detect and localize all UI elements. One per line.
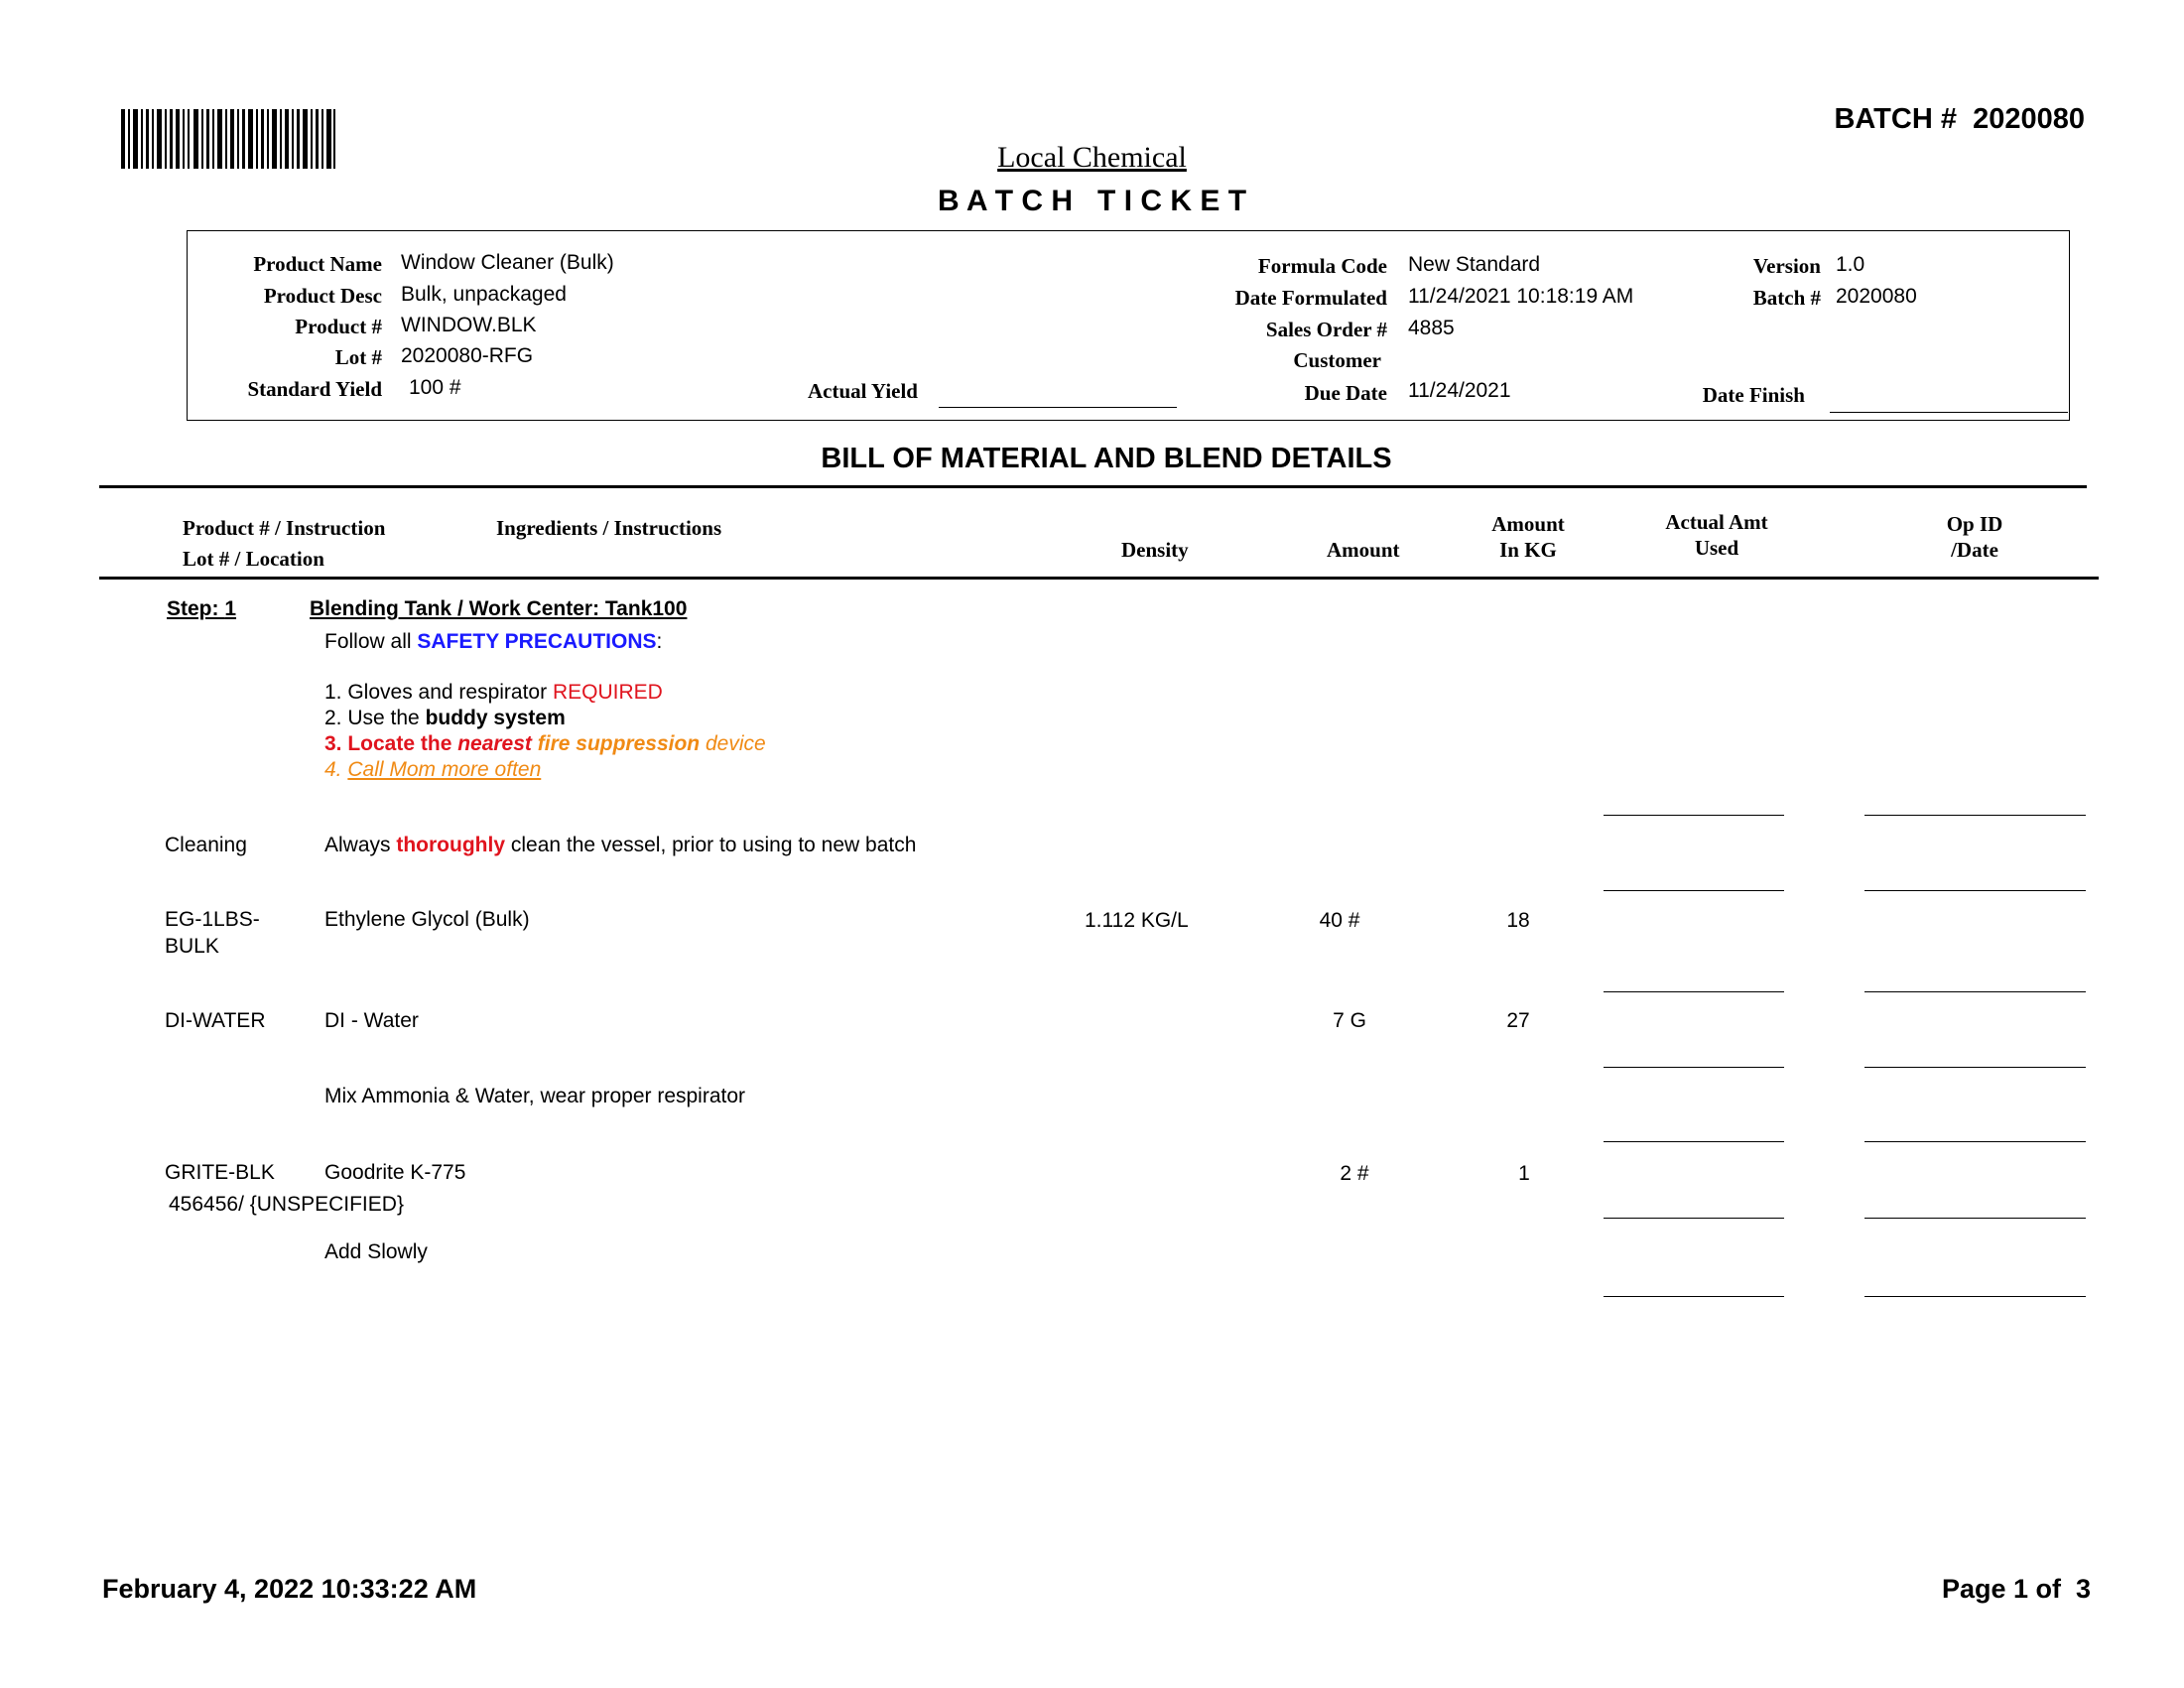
call-mom-link[interactable]: Call Mom more often [347,758,542,781]
col-amount-kg-line1: Amount [1491,512,1565,536]
safety-line-3-text: 3. Locate the [324,732,458,755]
col-lot-location: Lot # / Location [183,547,324,571]
grite-lot-location: 456456/ {UNSPECIFIED} [169,1193,404,1216]
cleaning-text-c: clean the vessel, prior to using to new batch [505,834,917,856]
product-desc-label: Product Desc [263,284,382,308]
date-formulated-label: Date Formulated [1234,286,1387,310]
opid-date-line[interactable] [1864,1141,2086,1142]
actual-yield-label: Actual Yield [807,379,918,403]
safety-line-3-fire: fire suppression [531,732,701,755]
standard-yield-value: 100 # [409,376,461,399]
actual-amt-line[interactable] [1604,815,1784,816]
bom-title: BILL OF MATERIAL AND BLEND DETAILS [821,443,1392,474]
safety-line-2 [324,707,566,730]
safety-line-2-emph: buddy system [425,707,566,729]
safety-line-4 [324,758,541,782]
col-density: Density [1121,538,1189,562]
safety-line-4-num: 4. [324,758,348,781]
formula-code-value: New Standard [1408,253,1541,276]
batch-value: 2020080 [1836,285,1917,308]
step-word: Step: [167,597,219,620]
batch-label: Batch # [1752,286,1821,310]
safety-intro-end: : [656,630,663,653]
opid-date-line[interactable] [1864,1067,2086,1068]
safety-line-1 [324,681,663,705]
product-number-label: Product # [295,315,382,338]
safety-intro [324,630,662,654]
sales-order-value: 4885 [1408,317,1455,339]
eg-amount-kg: 18 [1506,909,1530,932]
di-code: DI-WATER [165,1009,266,1032]
version-label: Version [1752,254,1821,278]
col-opid-line2: /Date [1951,538,1998,562]
formula-code-label: Formula Code [1257,254,1387,278]
safety-line-1-text: 1. Gloves and respirator [324,681,553,704]
actual-amt-line[interactable] [1604,1067,1784,1068]
sales-order-label: Sales Order # [1265,318,1387,341]
mix-instruction: Mix Ammonia & Water, wear proper respirator [324,1085,746,1107]
col-amount: Amount [1327,538,1400,562]
safety-line-3-nearest: nearest [457,732,532,755]
product-number-value: WINDOW.BLK [401,314,537,336]
bom-top-rule [99,485,2087,488]
lot-value: 2020080-RFG [401,344,534,367]
col-actual-line2: Used [1694,536,1739,560]
document-title: B A T C H T I C K E T [937,185,1247,217]
batch-number-heading [1834,103,2085,136]
due-date-label: Due Date [1304,381,1387,405]
safety-line-3-device: device [700,732,766,755]
safety-line-3 [324,732,766,756]
di-ingredient: DI - Water [324,1009,419,1032]
eg-ingredient: Ethylene Glycol (Bulk) [324,908,530,931]
col-amount-kg-line2: In KG [1499,538,1557,562]
opid-date-line[interactable] [1864,991,2086,992]
eg-density: 1.112 KG/L [1085,909,1189,932]
batch-heading-value: 2020080 [1973,103,2085,135]
print-timestamp: February 4, 2022 10:33:22 AM [102,1574,477,1604]
eg-code-line2: BULK [165,935,219,958]
col-actual-line1: Actual Amt [1665,510,1768,534]
opid-date-line[interactable] [1864,890,2086,891]
opid-date-line[interactable] [1864,1296,2086,1297]
step-label [167,597,236,621]
eg-amount: 40 # [1319,909,1360,932]
grite-amount-kg: 1 [1518,1162,1530,1185]
date-finish-line [1830,412,2068,413]
grite-ingredient: Goodrite K-775 [324,1161,466,1184]
eg-code-line1: EG-1LBS- [165,908,260,931]
di-amount: 7 G [1333,1009,1366,1032]
actual-amt-line[interactable] [1604,1296,1784,1297]
cleaning-emph: thoroughly [396,834,506,856]
opid-date-line[interactable] [1864,815,2086,816]
safety-line-1-emph: REQUIRED [552,681,663,704]
grite-code: GRITE-BLK [165,1161,275,1184]
cleaning-code: Cleaning [165,834,247,856]
due-date-value: 11/24/2021 [1408,379,1511,402]
customer-label: Customer [1293,348,1381,372]
col-product-instruction: Product # / Instruction [183,516,386,540]
actual-yield-line [939,407,1177,408]
version-value: 1.0 [1836,253,1865,276]
standard-yield-label: Standard Yield [247,377,382,401]
work-center: Blending Tank / Work Center: Tank100 [310,597,688,620]
col-ingredients: Ingredients / Instructions [496,516,722,540]
cleaning-instruction [324,834,916,857]
actual-amt-line[interactable] [1604,1141,1784,1142]
batch-heading-label: BATCH # [1834,103,1957,135]
add-slowly-instruction: Add Slowly [324,1240,428,1263]
product-name-value: Window Cleaner (Bulk) [401,251,614,274]
opid-date-line[interactable] [1864,1218,2086,1219]
date-formulated-value: 11/24/2021 10:18:19 AM [1408,285,1634,308]
actual-amt-line[interactable] [1604,890,1784,891]
safety-line-2-text: 2. Use the [324,707,426,729]
safety-intro-text: Follow all [324,630,418,653]
actual-amt-line[interactable] [1604,991,1784,992]
page-indicator: Page 1 of 3 [1941,1574,2091,1604]
product-desc-value: Bulk, unpackaged [401,283,567,306]
step-number: 1 [224,597,237,620]
actual-amt-line[interactable] [1604,1218,1784,1219]
safety-precautions-emph: SAFETY PRECAUTIONS [417,630,657,653]
col-opid-line1: Op ID [1946,512,2003,536]
grite-amount: 2 # [1340,1162,1369,1185]
company-name: Local Chemical [997,141,1187,174]
product-name-label: Product Name [253,252,382,276]
lot-label: Lot # [334,345,382,369]
date-finish-label: Date Finish [1702,383,1805,407]
di-amount-kg: 27 [1506,1009,1530,1032]
bom-header-rule [99,577,2099,580]
cleaning-text-a: Always [324,834,397,856]
